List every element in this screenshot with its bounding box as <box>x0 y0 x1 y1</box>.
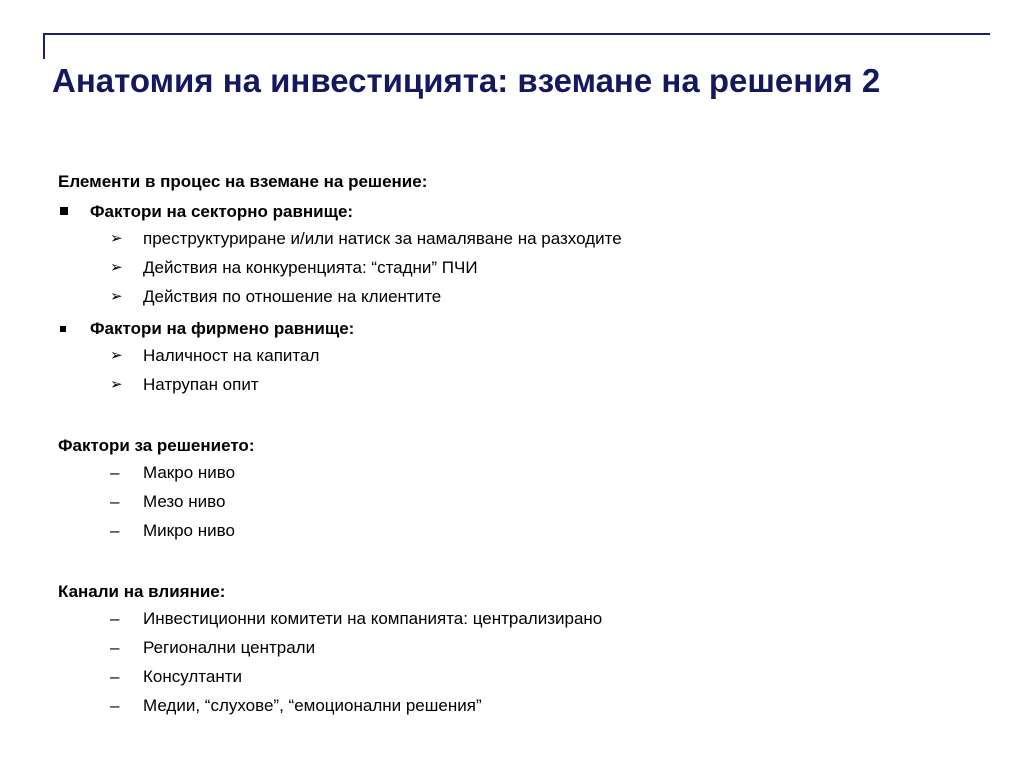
list-item: ➢ Натрупан опит <box>58 370 998 399</box>
dash-bullet-icon: – <box>110 667 120 686</box>
slide-frame-top-line <box>43 33 990 35</box>
slide-body <box>58 170 998 720</box>
list-item: ➢ Действия на конкуренцията: “стадни” ПЧИ <box>58 253 998 282</box>
list-item: – Консултанти <box>58 662 998 691</box>
list-item: – Инвестиционни комитети на компанията: централизирано <box>58 604 998 633</box>
list-item: ➢ преструктуриране и/или натиск за намаляване на разходите <box>58 224 998 253</box>
dash-bullet-icon: – <box>110 492 120 511</box>
square-bullet-icon <box>60 207 68 215</box>
arrow-bullet-icon: ➢ <box>110 230 123 247</box>
dash-bullet-icon: – <box>110 463 120 482</box>
list-item: ➢ Действия по отношение на клиентите <box>58 282 998 311</box>
firm-factors-label: Фактори на фирмено равнище: <box>90 319 355 338</box>
slide-title: Анатомия на инвестицията: вземане на решения 2 <box>52 62 881 99</box>
spacer <box>58 399 998 434</box>
sector-factors-list <box>58 224 998 311</box>
sector-factors-bullet <box>58 200 998 224</box>
channels-heading: Канали на влияние: <box>58 582 226 601</box>
dash-bullet-icon: – <box>110 521 120 540</box>
arrow-bullet-icon: ➢ <box>110 288 123 305</box>
decision-factors-heading: Фактори за решението: <box>58 436 255 455</box>
list-item: ➢ Наличност на капитал <box>58 341 998 370</box>
list-item: – Регионални централи <box>58 633 998 662</box>
arrow-bullet-icon: ➢ <box>110 347 123 364</box>
decision-factors-list <box>58 458 998 545</box>
elements-heading: Елементи в процес на вземане на решение: <box>58 172 428 191</box>
slide-frame-left-line <box>43 33 45 59</box>
channels-list <box>58 604 998 720</box>
spacer <box>58 545 998 580</box>
list-item: – Макро ниво <box>58 458 998 487</box>
dash-bullet-icon: – <box>110 609 120 628</box>
list-item: – Микро ниво <box>58 516 998 545</box>
square-bullet-icon <box>60 326 66 332</box>
arrow-bullet-icon: ➢ <box>110 376 123 393</box>
dash-bullet-icon: – <box>110 696 120 715</box>
dash-bullet-icon: – <box>110 638 120 657</box>
sector-factors-label: Фактори на секторно равнище: <box>90 202 354 221</box>
firm-factors-list <box>58 341 998 399</box>
list-item: – Мезо ниво <box>58 487 998 516</box>
arrow-bullet-icon: ➢ <box>110 259 123 276</box>
list-item: – Медии, “слухове”, “емоционални решения” <box>58 691 998 720</box>
firm-factors-bullet <box>58 317 998 341</box>
